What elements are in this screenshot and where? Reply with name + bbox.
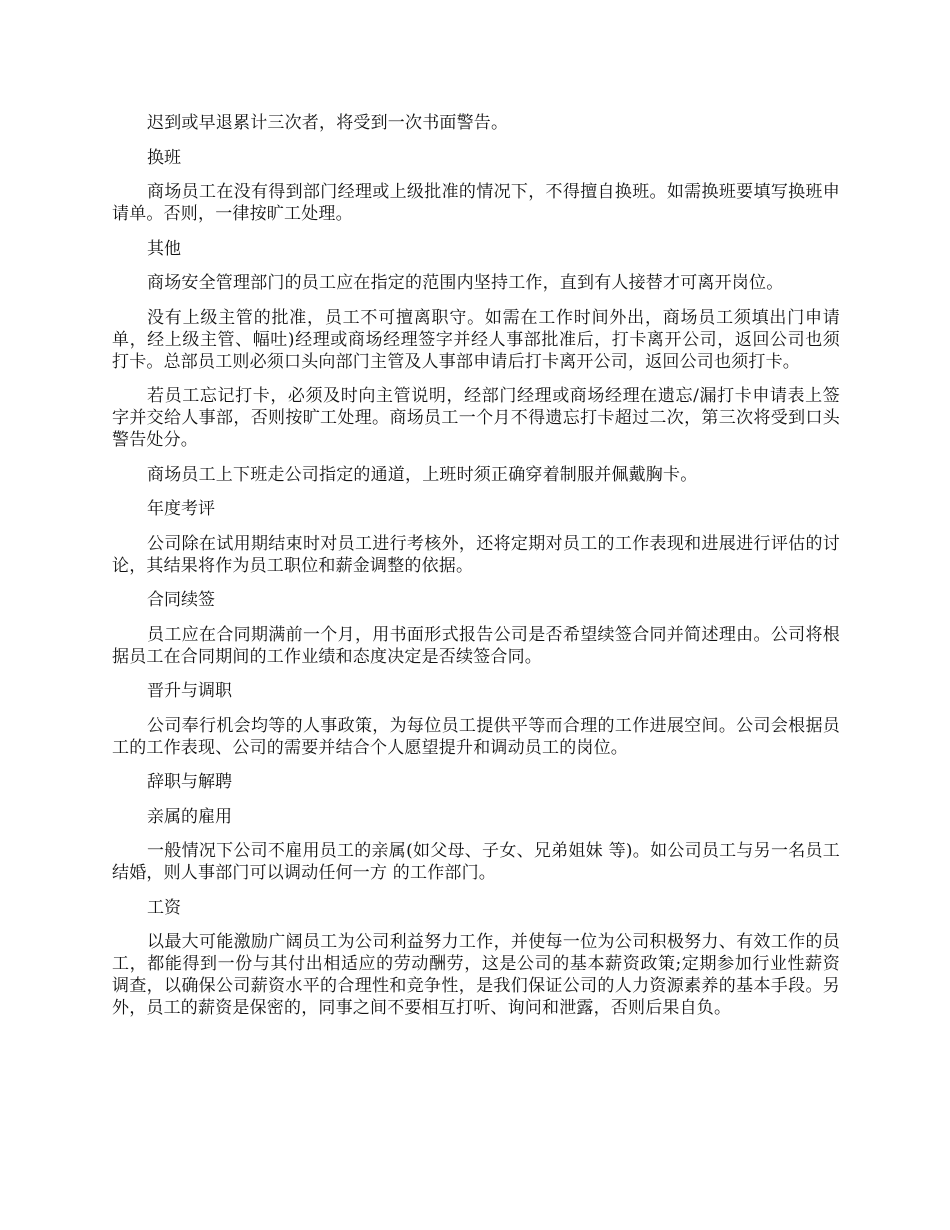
paragraph-annual-review: 公司除在试用期结束时对员工进行考核外，还将定期对员工的工作表现和进展进行评估的讨论，其结果将作为员工职位和薪金调整的依据。 xyxy=(112,533,840,576)
paragraph-security-staff: 商场安全管理部门的员工应在指定的范围内坚持工作，直到有人接替才可离开岗位。 xyxy=(147,273,784,293)
section-heading-promotion: 晋升与调职 xyxy=(147,681,232,701)
section-heading-relatives: 亲属的雇用 xyxy=(147,806,232,827)
section-heading-resignation: 辞职与解聘 xyxy=(147,772,232,792)
paragraph-lateness-warning: 迟到或早退累计三次者，将受到一次书面警告。 xyxy=(147,113,509,133)
paragraph-relatives: 一般情况下公司不雇用员工的亲属(如父母、子女、兄弟姐妹 等)。如公司员工与另一名员工结婚，则人事部门可以调动任何一方 的工作部门。 xyxy=(112,841,840,883)
paragraph-contract-renewal: 员工应在合同期满前一个月，用书面形式报告公司是否希望续签合同并简述理由。公司将根据员工在合同期间的工作业绩和态度决定是否续签合同。 xyxy=(112,624,840,667)
paragraph-salary: 以最大可能激励广阔员工为公司利益努力工作，并使每一位为公司积极努力、有效工作的员工，都能得到一份与其付出相适应的劳动酬劳，这是公司的基本薪资政策;定期参加行业性薪资调查，以确保公司薪资水平的合理性和竞争性，是我们保证公司的人力资源素养的基本手段。另外，员工的薪资是保密的，同事之间不要相互打听、询问和泄露，否则后果自负。 xyxy=(112,932,840,1018)
section-heading-contract-renewal: 合同续签 xyxy=(147,590,215,610)
paragraph-uniform: 商场员工上下班走公司指定的通道，上班时须正确穿着制服并佩戴胸卡。 xyxy=(147,464,698,485)
section-heading-annual-review: 年度考评 xyxy=(147,499,215,519)
paragraph-shift-swap: 商场员工在没有得到部门经理或上级批准的情况下，不得擅自换班。如需换班要填写换班申请单。否则，一律按旷工处理。 xyxy=(112,182,840,224)
section-heading-other: 其他 xyxy=(147,238,181,259)
paragraph-promotion: 公司奉行机会均等的人事政策，为每位员工提供平等而合理的工作进展空间。公司会根据员工的工作表现、公司的需要并结合个人愿望提升和调动员工的岗位。 xyxy=(112,715,840,758)
section-heading-salary: 工资 xyxy=(147,897,181,918)
paragraph-leaving-post: 没有上级主管的批准，员工不可擅离职守。如需在工作时间外出，商场员工须填出门申请单，经上级主管、幅吐)经理或商场经理签字并经人事部批准后，打卡离开公司，返回公司也须打卡。总部员工则必须口头向部门主管及人事部申请后打卡离开公司，返回公司也须打卡。 xyxy=(112,307,840,372)
paragraph-forgot-punch: 若员工忘记打卡，必须及时向主管说明，经部门经理或商场经理在遗忘/漏打卡申请表上签字并交给人事部，否则按旷工处理。商场员工一个月不得遗忘打卡超过二次，第三次将受到口头警告处分。 xyxy=(112,386,840,450)
document-page xyxy=(112,112,840,1032)
section-heading-shift-swap: 换班 xyxy=(147,147,181,168)
